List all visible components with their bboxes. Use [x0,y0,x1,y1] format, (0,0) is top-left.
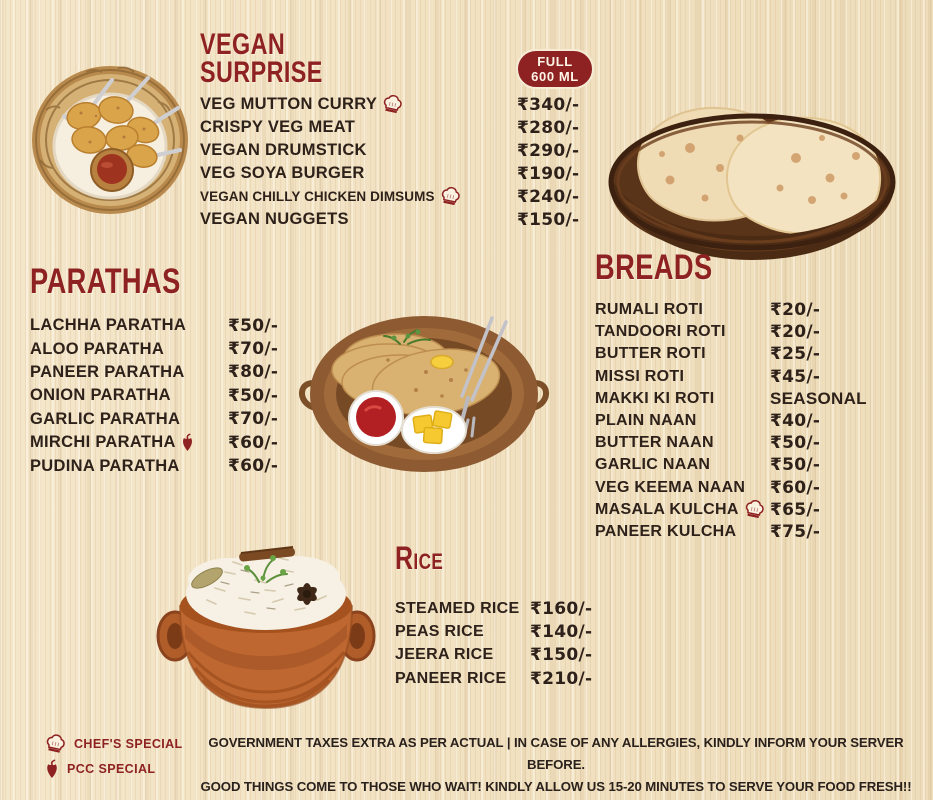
menu-item-price: ₹20/- [770,322,821,343]
menu-item-price: ₹50/- [770,455,821,476]
menu-item-row [30,408,330,431]
menu-item-name [595,523,770,541]
menu-item-row [30,431,330,454]
menu-item-price: ₹70/- [228,339,279,360]
menu-item-row [200,185,610,208]
menu-item-name [595,412,770,430]
menu-item-label: PLAIN NAAN [595,412,697,430]
menu-item-label: VEGAN NUGGETS [200,210,349,228]
menu-item-label: VEG MUTTON CURRY [200,95,378,113]
menu-item-price: ₹280/- [517,117,580,138]
menu-item-label: VEG KEEMA NAAN [595,478,746,496]
menu-item-row [30,361,330,384]
menu-item-label: MIRCHI PARATHA [30,433,176,452]
breads-title-text: BREADS [595,248,713,287]
menu-item-price: ₹60/- [228,456,279,477]
menu-item-label: BUTTER NAAN [595,434,714,452]
menu-item-name [595,479,770,497]
menu-item-row [595,432,925,454]
menu-item-name [595,345,770,363]
full-600ml-badge [516,49,594,89]
menu-item-price: ₹80/- [228,362,279,383]
menu-item-row [200,116,610,139]
menu-item-name [200,95,517,114]
menu-item-name [30,457,228,476]
chef-hat-icon [44,734,67,754]
badge-line2: 600 ML [531,69,579,84]
menu-item-label: PUDINA PARATHA [30,456,180,475]
menu-item-label: PANEER RICE [395,669,507,687]
footer-disclaimer [182,732,930,798]
menu-item-name [595,390,770,408]
menu-item-row [595,477,925,499]
menu-item-row [30,314,330,337]
menu-item-name [595,434,770,452]
menu-item-row [200,93,610,116]
menu-item-name [395,646,530,664]
menu-item-price: ₹190/- [517,163,580,184]
menu-item-row [200,208,610,231]
parathas-title-text: PARATHAS [30,262,181,301]
menu-item-row [30,384,330,407]
chef-hat-icon [743,500,766,519]
menu-item-price: ₹240/- [517,186,580,207]
menu-item-row [595,521,925,543]
menu-item-label: VEGAN CHILLY CHICKEN DIMSUMS [200,189,435,204]
menu-item-price: ₹60/- [228,432,279,453]
menu-item-row [595,366,925,388]
menu-item-label: RUMALI ROTI [595,301,704,319]
section-title-parathas [30,264,223,299]
badge-line1: FULL [537,54,573,69]
menu-item-name [395,623,530,641]
menu-item-label: BUTTER ROTI [595,345,706,363]
menu-item-price: ₹50/- [228,315,279,336]
menu-item-row [595,454,925,476]
legend-pcc-special [44,756,183,781]
menu-item-row [200,139,610,162]
menu-item-name [30,410,228,429]
menu-item-price: ₹340/- [517,94,580,115]
menu-item-price: ₹70/- [228,409,279,430]
menu-item-label: JEERA RICE [395,646,494,664]
menu-item-row [595,321,925,343]
menu-item-price: SEASONAL [770,388,867,408]
menu-item-label: LACHHA PARATHA [30,316,187,335]
menu-item-label: GARLIC PARATHA [30,409,181,428]
rice-pot-photo [155,528,377,714]
legend-chef-special [44,731,183,756]
menu-item-row [30,337,330,360]
menu-item-label: VEG SOYA BURGER [200,164,365,182]
menu-item-name [200,141,517,160]
menu-item-label: MAKKI KI ROTI [595,389,715,407]
section-title-vegan-surprise [200,28,357,89]
rice-title-text: Rice [395,540,444,576]
menu-item-price: ₹25/- [770,344,821,365]
menu-item-label: MASALA KULCHA [595,500,739,518]
menu-item-name [395,670,530,688]
menu-item-name [395,600,530,618]
menu-item-label: TANDOORI ROTI [595,323,726,341]
menu-item-name [30,316,228,335]
chilli-icon [180,433,195,452]
menu-item-row [395,644,625,667]
menu-item-price: ₹75/- [770,521,821,542]
disclaimer-line2: GOOD THINGS COME TO THOSE WHO WAIT! KINDLY ALLOW US 15-20 MINUTES TO SERVE YOUR FOOD FRESH!! [200,779,912,794]
specials-legend [44,731,183,781]
menu-item-name [200,187,517,206]
menu-item-label: ALOO PARATHA [30,339,165,358]
vegan-starters-photo [26,50,194,220]
menu-item-label: STEAMED RICE [395,599,520,617]
menu-item-price: ₹160/- [530,598,593,619]
vegan-title-line2: SURPRISE [200,56,323,89]
menu-item-label: GARLIC NAAN [595,456,711,474]
chef-hat-icon [439,187,462,206]
menu-item-price: ₹40/- [770,411,821,432]
menu-item-row [595,410,925,432]
menu-item-row [595,499,925,521]
menu-item-price: ₹60/- [770,477,821,498]
rice-items-list [395,597,625,690]
menu-item-name [30,363,228,382]
menu-item-label: ONION PARATHA [30,386,171,405]
parathas-items-list [30,314,330,478]
paratha-platter-photo [296,300,552,478]
legend-label: PCC SPECIAL [67,761,156,776]
menu-item-price: ₹290/- [517,140,580,161]
menu-item-label: PANEER PARATHA [30,362,185,381]
menu-item-price: ₹45/- [770,366,821,387]
menu-item-price: ₹140/- [530,621,593,642]
menu-item-row [395,667,625,690]
menu-item-name [595,301,770,319]
menu-item-label: PANEER KULCHA [595,522,737,540]
menu-item-label: CRISPY VEG MEAT [200,118,356,136]
menu-item-row [395,620,625,643]
menu-item-name [30,386,228,405]
menu-item-row [595,388,925,410]
menu-item-row [595,343,925,365]
section-title-breads [595,250,746,285]
menu-item-price: ₹65/- [770,499,821,520]
section-title-rice [395,542,457,574]
menu-item-price: ₹150/- [517,209,580,230]
breads-items-list [595,299,925,543]
menu-item-price: ₹150/- [530,645,593,666]
vegan-title-line1: VEGAN [200,28,286,61]
menu-item-row [395,597,625,620]
menu-item-row [200,162,610,185]
menu-item-price: ₹210/- [530,668,593,689]
bread-basket-photo [600,68,912,264]
menu-item-name [595,368,770,386]
menu-item-row [595,299,925,321]
menu-item-price: ₹50/- [228,385,279,406]
menu-item-name [200,210,517,229]
menu-item-label: MISSI ROTI [595,367,685,385]
menu-item-name [595,456,770,474]
menu-item-name [30,340,228,359]
chilli-icon [44,759,60,779]
legend-label: CHEF'S SPECIAL [74,736,183,751]
chef-hat-icon [381,95,404,114]
menu-item-row [30,454,330,477]
menu-item-name [200,164,517,183]
menu-item-name [595,323,770,341]
menu-item-label: PEAS RICE [395,622,484,640]
menu-item-label: VEGAN DRUMSTICK [200,141,367,159]
menu-item-price: ₹20/- [770,300,821,321]
disclaimer-line1: GOVERNMENT TAXES EXTRA AS PER ACTUAL | IN CASE OF ANY ALLERGIES, KINDLY INFORM YOUR SERVER BEFORE. [208,735,904,772]
menu-item-name [595,500,770,519]
menu-item-name [30,433,228,452]
menu-item-name [200,118,517,137]
menu-item-price: ₹50/- [770,433,821,454]
vegan-items-list [200,93,610,231]
